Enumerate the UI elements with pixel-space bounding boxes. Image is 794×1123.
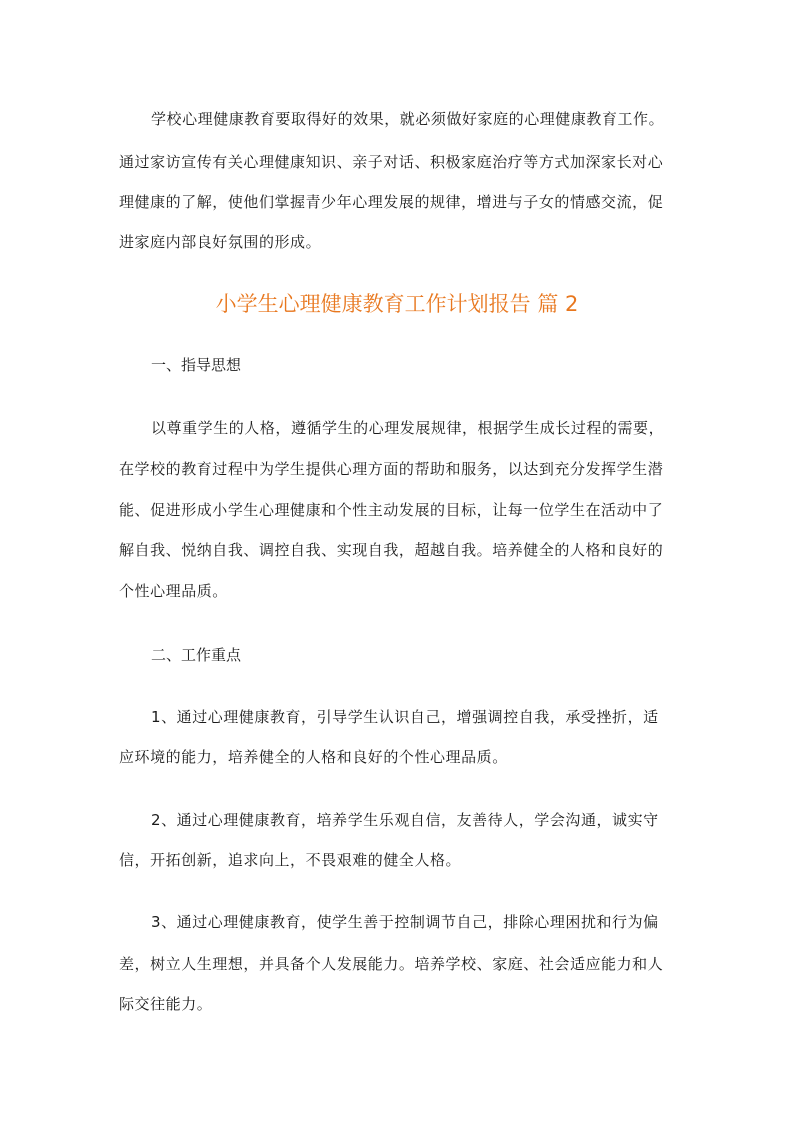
paragraph-line: 际交往能力。 bbox=[119, 995, 213, 1013]
paragraph-line: 2、通过心理健康教育，培养学生乐观自信，友善待人，学会沟通，诚实守 bbox=[151, 811, 659, 829]
paragraph-line: 应环境的能力，培养健全的人格和良好的个性心理品质。 bbox=[119, 748, 508, 766]
paragraph-line: 以尊重学生的人格，遵循学生的心理发展规律，根据学生成长过程的需要， bbox=[151, 419, 665, 437]
paragraph-line: 3、通过心理健康教育，使学生善于控制调节自己，排除心理困扰和行为偏 bbox=[151, 913, 659, 931]
paragraph-line: 差，树立人生理想，并具备个人发展能力。培养学校、家庭、社会适应能力和人 bbox=[119, 955, 664, 973]
paragraph-line: 个性心理品质。 bbox=[119, 582, 228, 600]
paragraph-line: 通过家访宣传有关心理健康知识、亲子对话、积极家庭治疗等方式加深家长对心 bbox=[119, 153, 664, 171]
paragraph-line: 信，开拓创新，追求向上，不畏艰难的健全人格。 bbox=[119, 851, 462, 869]
paragraph-line: 1、通过心理健康教育，引导学生认识自己，增强调控自我，承受挫折，适 bbox=[151, 708, 659, 726]
section-title: 小学生心理健康教育工作计划报告 篇 2 bbox=[215, 292, 579, 316]
paragraph-line: 进家庭内部良好氛围的形成。 bbox=[119, 233, 322, 251]
paragraph-line: 理健康的了解，使他们掌握青少年心理发展的规律，增进与子女的情感交流，促 bbox=[119, 193, 664, 211]
paragraph-line: 学校心理健康教育要取得好的效果，就必须做好家庭的心理健康教育工作。 bbox=[151, 110, 665, 128]
paragraph-line: 能、促进形成小学生心理健康和个性主动发展的目标，让每一位学生在活动中了 bbox=[119, 501, 664, 519]
part2-heading: 二、工作重点 bbox=[151, 646, 242, 664]
paragraph-line: 在学校的教育过程中为学生提供心理方面的帮助和服务，以达到充分发挥学生潜 bbox=[119, 460, 664, 478]
paragraph-line: 解自我、悦纳自我、调控自我、实现自我，超越自我。培养健全的人格和良好的 bbox=[119, 541, 664, 559]
part1-heading: 一、指导思想 bbox=[151, 356, 242, 374]
